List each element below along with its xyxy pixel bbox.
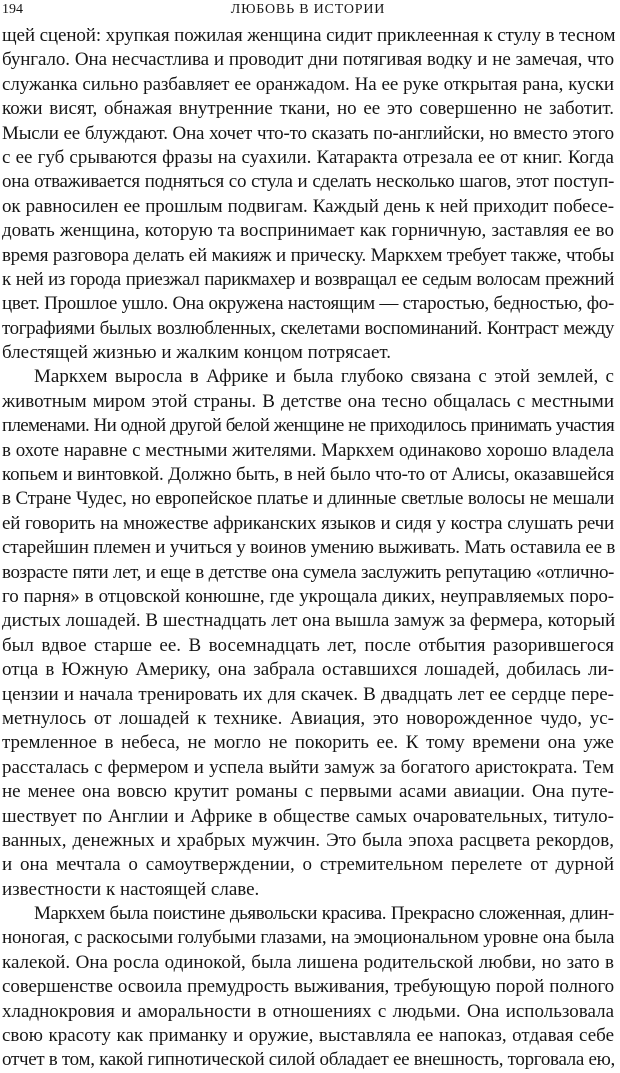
text-line: кожи висят, обнажая внутренние ткани, но ее это совершенно не заботит. [2, 98, 614, 120]
text-line: известности к настоящей славе. [2, 878, 260, 900]
text-line: старейшин племен и учиться у воинов умению выживать. Мать оставила ее в [2, 537, 616, 559]
text-line: время разговора делать ей макияж и прическу. Маркхем требует также, чтобы [2, 244, 614, 266]
text-line: Маркхем была поистине дьявольски красива. Прекрасно сложенная, длин- [34, 903, 614, 925]
text-line: ок равносилен ее прошлым подвигам. Каждый день к ней приходит побесе- [2, 195, 614, 217]
text-line: рассталась с фермером и успела выйти замуж за богатого аристократа. Тем [2, 756, 614, 778]
text-line: в Стране Чудес, но европейское платье и длинные светлые волосы не мешали [2, 488, 614, 510]
text-line: в охоте наравне с местными жителями. Маркхем одинаково хорошо владела [2, 439, 614, 461]
running-title: ЛЮБОВЬ В ИСТОРИИ [230, 2, 386, 17]
paragraph [2, 902, 614, 1073]
body-text [2, 24, 614, 1073]
text-line: цензии и начала тренировать их для скачек. В двадцать лет ее сердце пере- [2, 683, 614, 705]
text-line: ванных, денежных и храбрых мужчин. Это была эпоха расцвета рекордов, [2, 829, 614, 851]
text-line: тремленное в небеса, не могло не покорить ее. К тому времени она уже [2, 732, 614, 754]
page-header [2, 0, 614, 22]
text-line: тографиями былых возлюбленных, скелетами воспоминаний. Контраст между [2, 317, 614, 339]
text-line: довать женщина, которую та воспринимает как горничную, заставляя ее во [2, 220, 614, 242]
text-line: племенами. Ни одной другой белой женщине не приходилось принимать участия [2, 415, 614, 437]
text-line: метнулось от лошадей к технике. Авиация, это новорожденное чудо, ус- [2, 707, 614, 729]
text-line: совершенстве освоила премудрость выживания, требующую порой полного [2, 976, 614, 998]
text-line: цвет. Прошлое ушло. Она окружена настоящим — старостью, бедностью, фо- [2, 293, 614, 315]
text-line: дистых лошадей. В шестнадцать лет она вышла замуж за фермера, который [2, 610, 616, 632]
text-line: Маркхем выросла в Африке и была глубоко связана с этой землей, с [34, 366, 614, 388]
text-line: го парня» в отцовской конюшне, где укрощала диких, неуправляемых поро- [2, 585, 614, 607]
text-line: калекой. Она росла одинокой, была лишена родительской любви, но зато в [2, 951, 614, 973]
text-line: с ее губ срываются фразы на суахили. Катаракта отрезала ее от книг. Когда [2, 146, 614, 168]
text-line: она отваживается подняться со стула и сделать несколько шагов, этот поступ- [2, 171, 614, 193]
text-line: не менее она вовсю крутит романы с первыми асами авиации. Она путе- [2, 781, 614, 803]
text-line: служанка сильно разбавляет ее оранжадом. На ее руке открытая рана, куски [2, 73, 614, 95]
text-line: ей говорить на множестве африканских языков и сидя у костра слушать речи [2, 512, 614, 534]
text-line: свою красоту как приманку и оружие, выставляла ее напоказ, отдавая себе [2, 1025, 614, 1047]
text-line: отца в Южную Америку, она забрала оставшихся лошадей, добилась ли- [2, 659, 614, 681]
text-line: копьем и винтовкой. Должно быть, в ней было что-то от Алисы, оказавшейся [2, 464, 614, 486]
text-line: ноногая, с раскосыми голубыми глазами, на эмоциональном уровне она была [2, 927, 615, 949]
text-line: был вдвое старше ее. В восемнадцать лет, после отбытия разорившегося [2, 634, 614, 656]
text-line: блестящей жизнью и жалким концом потрясает. [2, 342, 392, 364]
text-line: щей сценой: хрупкая пожилая женщина сидит приклеенная к стулу в тесном [2, 25, 616, 46]
paragraph [2, 24, 614, 365]
text-line: возрасте пяти лет, и еще в детстве она сумела заслужить репутацию «отлично- [2, 561, 614, 583]
text-line: хладнокровия и аморальности в отношениях с людьми. Она использовала [2, 1000, 614, 1022]
text-line: к ней из города приезжал парикмахер и возвращал ее седым волосам прежний [2, 268, 614, 290]
text-line: отчет в том, какой гипнотической силой обладает ее внешность, торговала ею, [2, 1049, 615, 1071]
text-line: и она мечтала о самоутверждении, о стремительном перелете от дурной [2, 854, 614, 876]
text-line: бунгало. Она несчастлива и проводит дни потягивая водку и не замечая, что [2, 49, 614, 71]
text-line: животным миром этой страны. В детстве она тесно общалась с местными [2, 390, 614, 412]
text-line: шествует по Англии и Африке в обществе самых очаровательных, титуло- [2, 805, 614, 827]
page-number: 194 [2, 2, 23, 17]
text-line: Мысли ее блуждают. Она хочет что-то сказать по-английски, но вместо этого [2, 122, 614, 144]
paragraph [2, 365, 614, 902]
